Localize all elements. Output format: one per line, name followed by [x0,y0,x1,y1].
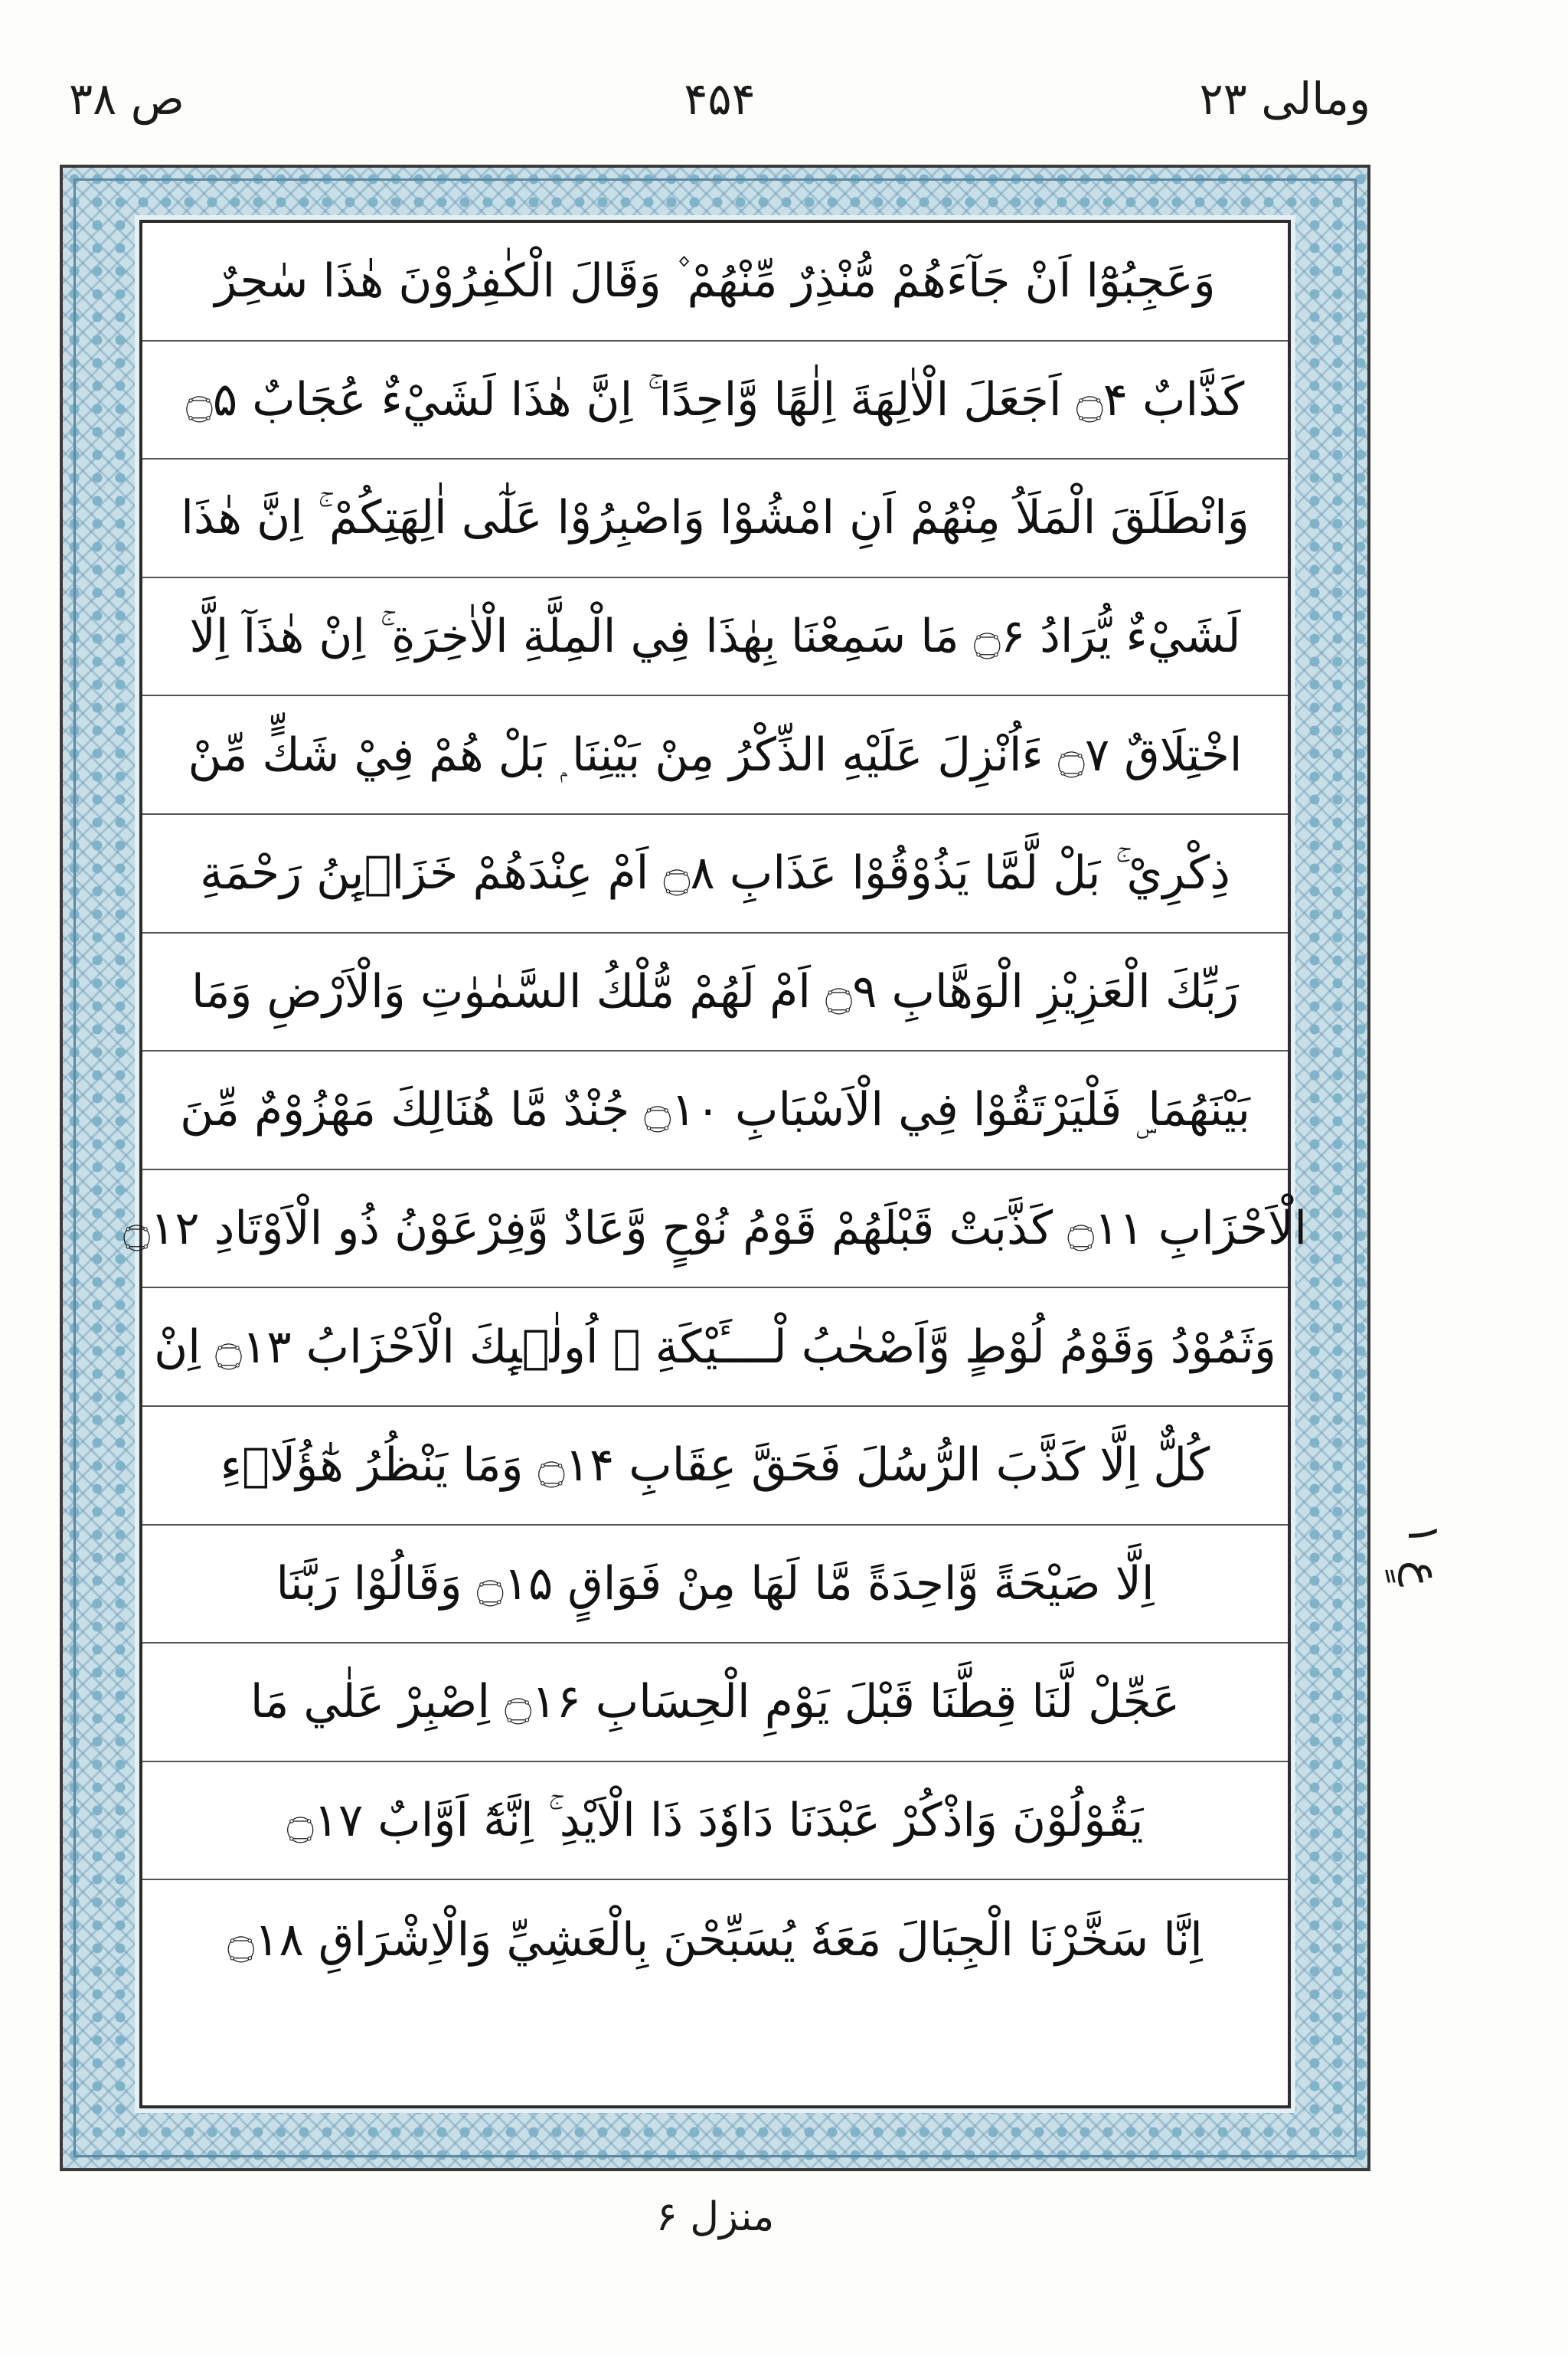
verse-line: يَقُوْلُوْنَ وَاذْكُرْ عَبْدَنَا دَاوٗدَ ذَا الْاَيْدِ ۚ اِنَّهٗٓ اَوَّابٌ ۝۱۷ [142,1762,1288,1881]
manzil-footer: منزل ۶ [655,2194,775,2240]
verse-line: وَعَجِبُوْٓا اَنْ جَآءَهُمْ مُّنْذِرٌ مِّنْهُمْ ۫ وَقَالَ الْكٰفِرُوْنَ هٰذَا سٰحِرٌ [142,223,1288,342]
verse-line: رَبِّكَ الْعَزِيْزِ الْوَهَّابِ ۝۹ اَمْ لَهُمْ مُّلْكُ السَّمٰوٰتِ وَالْاَرْضِ وَمَا [142,934,1288,1052]
verse-line: كَذَّابٌ ۝۴ اَجَعَلَ الْاٰلِهَةَ اِلٰهًا وَّاحِدًا ۚ اِنَّ هٰذَا لَشَيْءٌ عُجَابٌ ۝۵ [142,342,1288,460]
verse-line: الْاَحْزَابِ ۝۱۱ كَذَّبَتْ قَبْلَهُمْ قَوْمُ نُوْحٍ وَّعَادٌ وَّفِرْعَوْنُ ذُو الْاَوْتَادِ ۝۱۲ [142,1170,1288,1289]
verse-line: لَشَيْءٌ يُّرَادُ ۝۶ مَا سَمِعْنَا بِهٰذَا فِي الْمِلَّةِ الْاٰخِرَةِ ۚ اِنْ هٰذَآ اِلَّا [142,578,1288,697]
verse-line: بَيْنَهُمَا ۣ فَلْيَرْتَقُوْا فِي الْاَسْبَابِ ۝۱۰ جُنْدٌ مَّا هُنَالِكَ مَهْزُوْمٌ مِّنَ [142,1052,1288,1170]
verse-line: اِلَّا صَيْحَةً وَّاحِدَةً مَّا لَهَا مِنْ فَوَاقٍ ۝۱۵ وَقَالُوْا رَبَّنَا [142,1526,1288,1644]
verse-line: اخْتِلَاقٌ ۝۷ ءَاُنْزِلَ عَلَيْهِ الذِّكْرُ مِنْ بَيْنِنَا ۭ بَلْ هُمْ فِيْ شَكٍّ مِّنْ [142,696,1288,815]
verse-line: وَانْطَلَقَ الْمَلَاُ مِنْهُمْ اَنِ امْشُوْا وَاصْبِرُوْا عَلٰٓى اٰلِهَتِكُمْ ۚ اِنَّ هٰذَا [142,460,1288,578]
verse-line: اِنَّا سَخَّرْنَا الْجِبَالَ مَعَهٗ يُسَبِّحْنَ بِالْعَشِيِّ وَالْاِشْرَاقِ ۝۱۸ [227,1912,1203,1967]
verse-text-area [123,220,1307,2108]
verse-line: وَثَمُوْدُ وَقَوْمُ لُوْطٍ وَّاَصْحٰبُ لْــــَٔيْكَةِ ۭ اُولٰۗىِٕكَ الْاَحْزَابُ ۝۱۳ اِنْ [142,1288,1288,1407]
ruku-margin-marker: عٍ ۱ [1398,1522,1450,1588]
page-header [69,73,1370,157]
verse-line: ذِكْرِيْ ۚ بَلْ لَّمَّا يَذُوْقُوْا عَذَابِ ۝۸ اَمْ عِنْدَهُمْ خَزَاۗىِٕنُ رَحْمَةِ [142,815,1288,934]
surah-reference: ص ۳۸ [69,73,185,125]
para-reference: ومالی ۲۳ [1199,73,1370,125]
verse-line: عَجِّلْ لَّنَا قِطَّنَا قَبْلَ يَوْمِ الْحِسَابِ ۝۱۶ اِصْبِرْ عَلٰي مَا [142,1644,1288,1762]
ornamental-border [60,165,1370,2171]
verse-line: كُلٌّ اِلَّا كَذَّبَ الرُّسُلَ فَحَقَّ عِقَابِ ۝۱۴ وَمَا يَنْظُرُ هٰٓؤُلَاۗءِ [142,1407,1288,1526]
page-number: ۴۵۴ [684,73,756,125]
